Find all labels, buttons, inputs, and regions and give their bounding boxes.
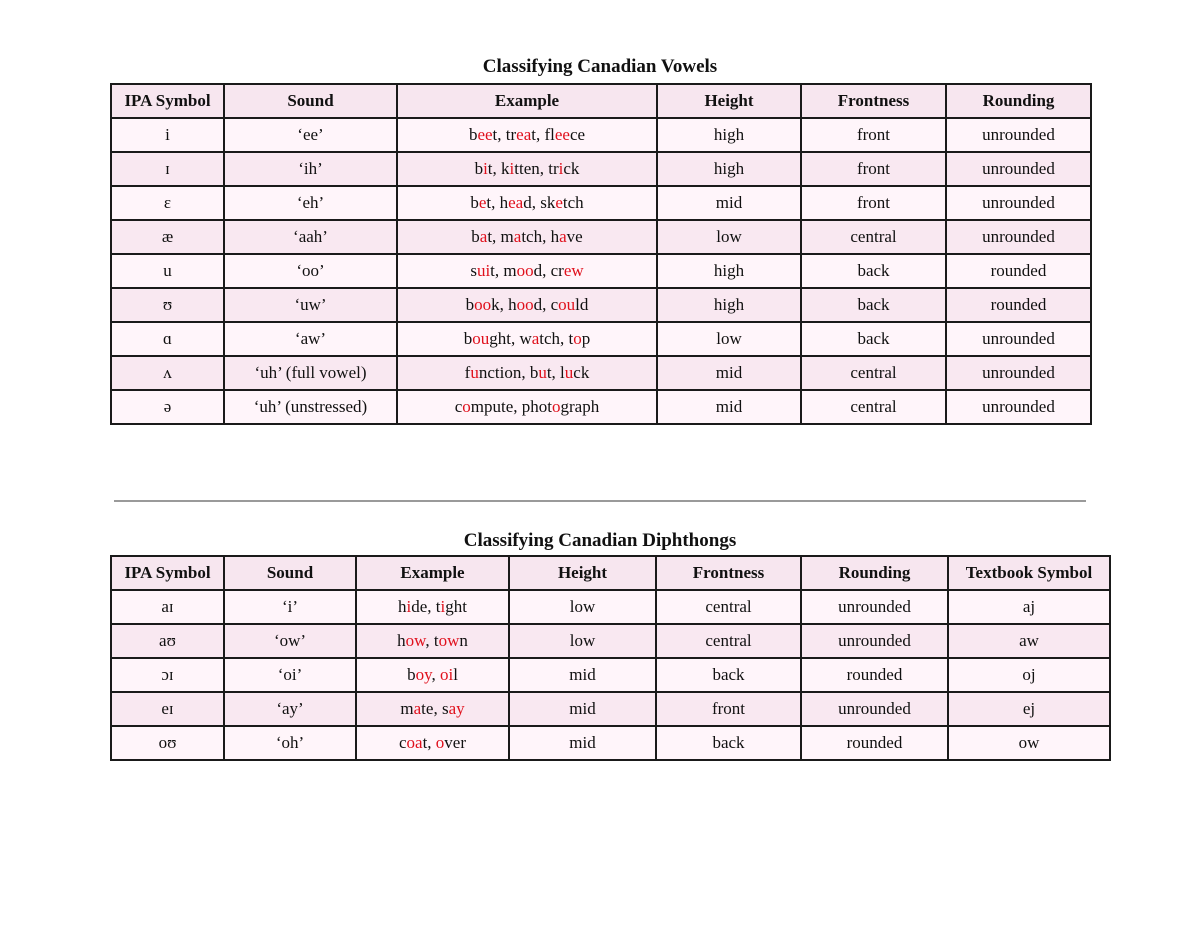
example-cell (397, 390, 657, 424)
example-text: f (464, 363, 471, 382)
highlighted-vowel-letters: ay (448, 699, 465, 718)
highlighted-vowel-letters: i (483, 159, 488, 178)
example-cell (397, 186, 657, 220)
example-text: b (470, 193, 479, 212)
ipa-cell: ə (111, 390, 224, 424)
example-text: ce (569, 125, 586, 144)
column-header: Example (397, 84, 657, 118)
diphthongs-table-title: Classifying Canadian Diphthongs (463, 530, 737, 551)
sound-cell: ‘oh’ (224, 726, 356, 760)
example-text: ck (573, 363, 590, 382)
sound-cell: ‘uh’ (unstressed) (224, 390, 397, 424)
ipa-cell: ɛ (111, 186, 224, 220)
example-text: t, m (487, 227, 514, 246)
example-text: mpute, phot (470, 397, 553, 416)
highlighted-vowel-letters: o (573, 329, 582, 348)
height-cell: high (657, 118, 801, 152)
example-text: , t (425, 631, 439, 650)
frontness-cell: central (801, 220, 946, 254)
sound-cell: ‘oi’ (224, 658, 356, 692)
table-row (111, 658, 1110, 692)
ipa-cell: ʊ (111, 288, 224, 322)
frontness-cell: back (656, 726, 801, 760)
height-cell: mid (657, 356, 801, 390)
table-row (111, 322, 1091, 356)
example-text: l (453, 665, 458, 684)
column-header: Height (509, 556, 656, 590)
ipa-cell: ʌ (111, 356, 224, 390)
vowels-table-title: Classifying Canadian Vowels (482, 56, 718, 77)
highlighted-vowel-letters: ou (558, 295, 576, 314)
highlighted-vowel-letters: oo (474, 295, 492, 314)
example-text: k, h (491, 295, 517, 314)
sound-cell: ‘i’ (224, 590, 356, 624)
frontness-cell: central (656, 624, 801, 658)
highlighted-vowel-letters: a (513, 227, 522, 246)
example-text: c (398, 733, 407, 752)
example-text: d, cr (533, 261, 564, 280)
rounding-cell: unrounded (801, 692, 948, 726)
example-text: s (470, 261, 477, 280)
highlighted-vowel-letters: ui (476, 261, 491, 280)
example-text: ght (445, 597, 467, 616)
section-divider (114, 500, 1086, 502)
rounding-cell: unrounded (946, 186, 1091, 220)
highlighted-vowel-letters: ou (472, 329, 490, 348)
frontness-cell: front (656, 692, 801, 726)
highlighted-vowel-letters: a (413, 699, 422, 718)
column-header: IPA Symbol (111, 84, 224, 118)
rounding-cell: unrounded (946, 356, 1091, 390)
example-cell (397, 152, 657, 186)
highlighted-vowel-letters: ea (516, 125, 532, 144)
table-row (111, 152, 1091, 186)
textbook-cell: aw (948, 624, 1110, 658)
sound-cell: ‘uw’ (224, 288, 397, 322)
ipa-cell: oʊ (111, 726, 224, 760)
frontness-cell: central (801, 390, 946, 424)
example-cell (397, 254, 657, 288)
highlighted-vowel-letters: ee (554, 125, 570, 144)
example-text: t, m (490, 261, 517, 280)
vowels-header-row (111, 84, 1091, 118)
sound-cell: ‘oo’ (224, 254, 397, 288)
sound-cell: ‘ih’ (224, 152, 397, 186)
ipa-cell: ɑ (111, 322, 224, 356)
example-text: t, fl (531, 125, 555, 144)
example-text: h (398, 597, 407, 616)
highlighted-vowel-letters: oa (406, 733, 423, 752)
sound-cell: ‘eh’ (224, 186, 397, 220)
example-text: b (465, 295, 475, 314)
example-text: c (454, 397, 463, 416)
height-cell: low (509, 590, 656, 624)
diphthongs-header-row (111, 556, 1110, 590)
ipa-cell: i (111, 118, 224, 152)
example-text: ck (563, 159, 580, 178)
example-text: n (459, 631, 468, 650)
highlighted-vowel-letters: a (479, 227, 488, 246)
example-cell (356, 692, 509, 726)
highlighted-vowel-letters: ee (477, 125, 493, 144)
table-row (111, 186, 1091, 220)
example-cell (397, 322, 657, 356)
column-header: Rounding (801, 556, 948, 590)
rounding-cell: rounded (946, 254, 1091, 288)
example-text: ve (566, 227, 583, 246)
column-header: Frontness (801, 84, 946, 118)
ipa-cell: eɪ (111, 692, 224, 726)
highlighted-vowel-letters: o (462, 397, 471, 416)
height-cell: high (657, 288, 801, 322)
example-text: b (474, 159, 484, 178)
highlighted-vowel-letters: e (555, 193, 563, 212)
rounding-cell: unrounded (946, 220, 1091, 254)
example-text: b (407, 665, 416, 684)
example-text: ld (575, 295, 589, 314)
highlighted-vowel-letters: a (559, 227, 567, 246)
frontness-cell: back (656, 658, 801, 692)
column-header: Rounding (946, 84, 1091, 118)
rounding-cell: unrounded (946, 118, 1091, 152)
highlighted-vowel-letters: i (509, 159, 515, 178)
example-cell (397, 356, 657, 390)
table-row (111, 390, 1091, 424)
ipa-cell: æ (111, 220, 224, 254)
table-row (111, 692, 1110, 726)
frontness-cell: back (801, 322, 946, 356)
sound-cell: ‘ee’ (224, 118, 397, 152)
table-row (111, 118, 1091, 152)
column-header: Height (657, 84, 801, 118)
example-cell (356, 590, 509, 624)
ipa-cell: aɪ (111, 590, 224, 624)
column-header: Sound (224, 84, 397, 118)
example-text: p (581, 329, 591, 348)
column-header: Textbook Symbol (948, 556, 1110, 590)
example-text: t, k (487, 159, 510, 178)
example-cell (397, 220, 657, 254)
table-row (111, 590, 1110, 624)
example-text: b (463, 329, 473, 348)
height-cell: low (657, 322, 801, 356)
highlighted-vowel-letters: ea (508, 193, 524, 212)
example-text: d, sk (523, 193, 556, 212)
height-cell: mid (657, 390, 801, 424)
table-row (111, 288, 1091, 322)
frontness-cell: back (801, 254, 946, 288)
rounding-cell: unrounded (946, 152, 1091, 186)
example-text: tch, h (521, 227, 560, 246)
example-text: de, t (411, 597, 441, 616)
highlighted-vowel-letters: oi (439, 665, 454, 684)
highlighted-vowel-letters: i (406, 597, 412, 616)
height-cell: mid (509, 692, 656, 726)
rounding-cell: unrounded (946, 322, 1091, 356)
rounding-cell: unrounded (801, 590, 948, 624)
table-row (111, 726, 1110, 760)
table-row (111, 254, 1091, 288)
example-text: t, l (546, 363, 565, 382)
height-cell: low (509, 624, 656, 658)
example-text: tch (562, 193, 584, 212)
sound-cell: ‘aw’ (224, 322, 397, 356)
height-cell: high (657, 254, 801, 288)
ipa-cell: ɪ (111, 152, 224, 186)
sound-cell: ‘uh’ (full vowel) (224, 356, 397, 390)
example-cell (356, 658, 509, 692)
highlighted-vowel-letters: a (531, 329, 540, 348)
textbook-cell: ej (948, 692, 1110, 726)
height-cell: mid (509, 658, 656, 692)
textbook-cell: ow (948, 726, 1110, 760)
example-cell (356, 726, 509, 760)
rounding-cell: unrounded (801, 624, 948, 658)
sound-cell: ‘ay’ (224, 692, 356, 726)
highlighted-vowel-letters: ow (438, 631, 460, 650)
example-text: h (397, 631, 406, 650)
highlighted-vowel-letters: u (470, 363, 479, 382)
highlighted-vowel-letters: e (478, 193, 487, 212)
height-cell: mid (509, 726, 656, 760)
column-header: Sound (224, 556, 356, 590)
frontness-cell: front (801, 152, 946, 186)
rounding-cell: rounded (946, 288, 1091, 322)
example-text: m (400, 699, 414, 718)
ipa-cell: u (111, 254, 224, 288)
column-header: Frontness (656, 556, 801, 590)
frontness-cell: front (801, 118, 946, 152)
table-row (111, 220, 1091, 254)
example-text: t, h (486, 193, 509, 212)
rounding-cell: rounded (801, 658, 948, 692)
frontness-cell: central (656, 590, 801, 624)
highlighted-vowel-letters: ow (405, 631, 426, 650)
example-text: tten, tr (514, 159, 559, 178)
frontness-cell: central (801, 356, 946, 390)
column-header: IPA Symbol (111, 556, 224, 590)
textbook-cell: oj (948, 658, 1110, 692)
example-text: t, tr (492, 125, 517, 144)
sound-cell: ‘ow’ (224, 624, 356, 658)
example-text: b (468, 125, 478, 144)
diphthongs-table (110, 555, 1111, 761)
example-text: ght, w (489, 329, 532, 348)
frontness-cell: front (801, 186, 946, 220)
example-cell (397, 118, 657, 152)
height-cell: mid (657, 186, 801, 220)
highlighted-vowel-letters: u (538, 363, 547, 382)
example-text: t, (422, 733, 436, 752)
example-cell (397, 288, 657, 322)
example-text: tch, t (539, 329, 574, 348)
ipa-cell: ɔɪ (111, 658, 224, 692)
highlighted-vowel-letters: i (440, 597, 446, 616)
table-row (111, 356, 1091, 390)
example-text: , (431, 665, 440, 684)
vowels-table (110, 83, 1092, 425)
example-text: nction, b (478, 363, 539, 382)
rounding-cell: rounded (801, 726, 948, 760)
highlighted-vowel-letters: i (558, 159, 564, 178)
example-text: graph (560, 397, 600, 416)
example-cell (356, 624, 509, 658)
height-cell: low (657, 220, 801, 254)
highlighted-vowel-letters: ew (563, 261, 584, 280)
column-header: Example (356, 556, 509, 590)
example-text: ver (444, 733, 467, 752)
highlighted-vowel-letters: u (564, 363, 574, 382)
table-row (111, 624, 1110, 658)
example-text: te, s (421, 699, 449, 718)
highlighted-vowel-letters: oo (516, 261, 534, 280)
rounding-cell: unrounded (946, 390, 1091, 424)
highlighted-vowel-letters: oy (415, 665, 432, 684)
frontness-cell: back (801, 288, 946, 322)
highlighted-vowel-letters: o (435, 733, 445, 752)
sound-cell: ‘aah’ (224, 220, 397, 254)
highlighted-vowel-letters: oo (516, 295, 534, 314)
height-cell: high (657, 152, 801, 186)
example-text: b (471, 227, 480, 246)
ipa-cell: aʊ (111, 624, 224, 658)
example-text: d, c (533, 295, 559, 314)
highlighted-vowel-letters: o (552, 397, 561, 416)
textbook-cell: aj (948, 590, 1110, 624)
